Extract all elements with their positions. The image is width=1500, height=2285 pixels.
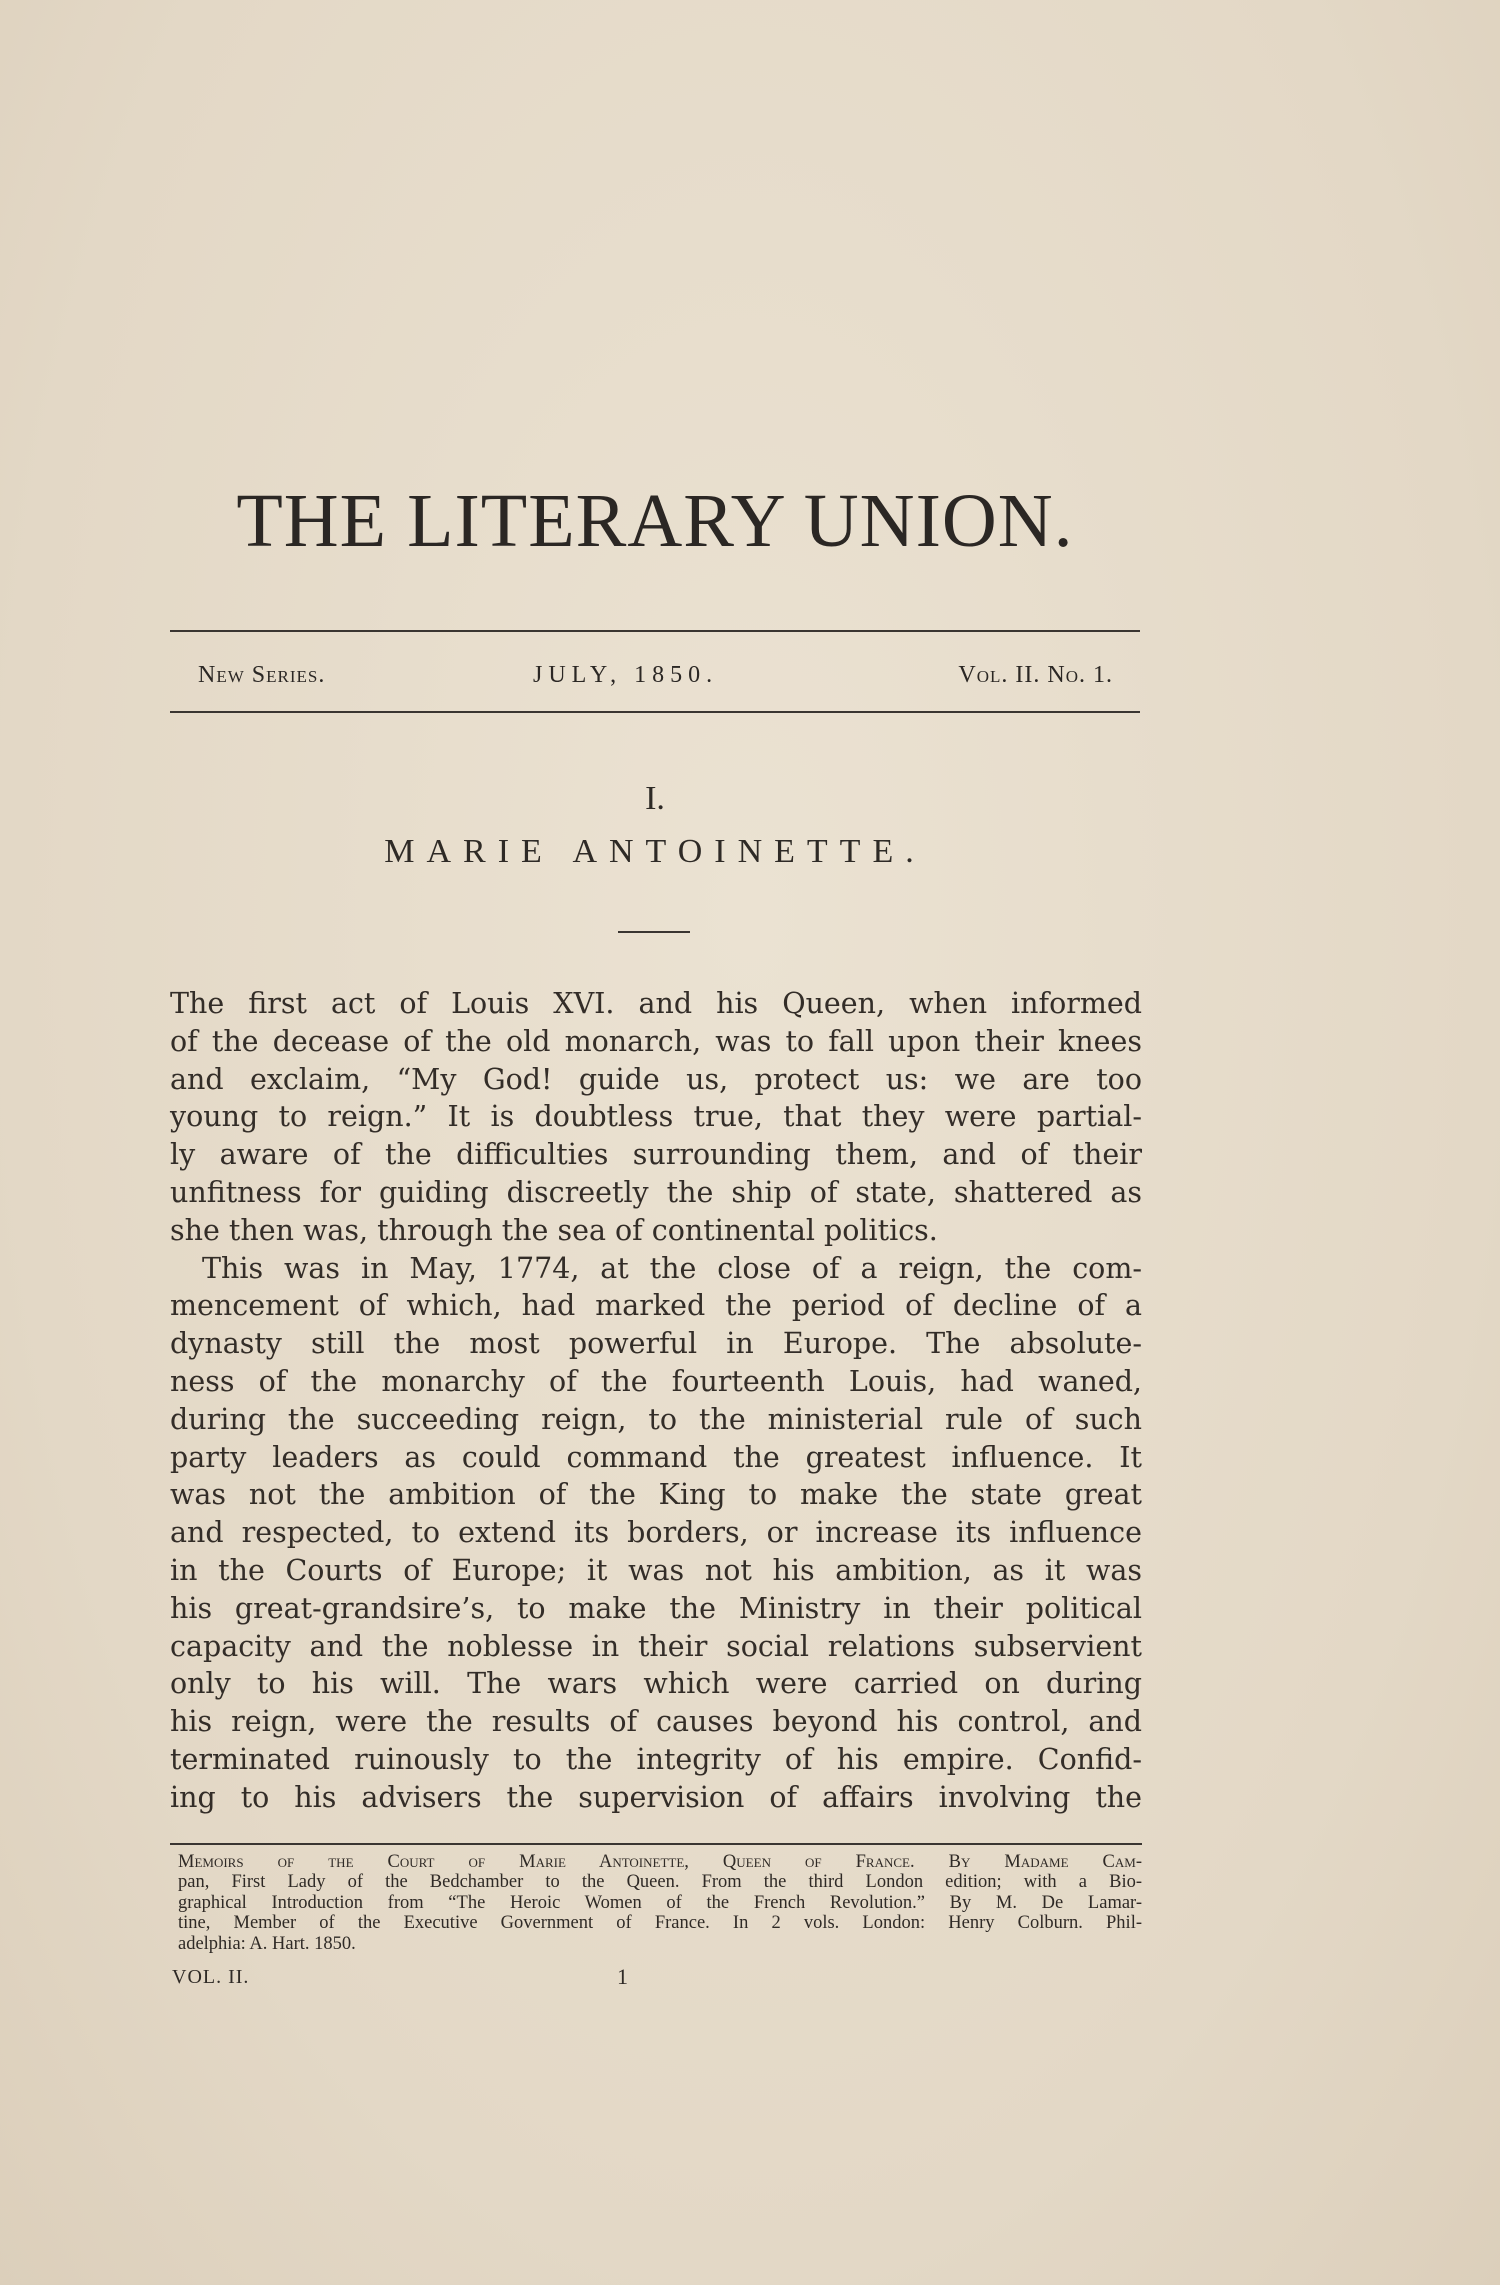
body-line: of the decease of the old monarch, was to fall upon their knees bbox=[170, 1024, 1142, 1058]
article-numeral: I. bbox=[645, 780, 665, 817]
footnote-line: graphical Introduction from “The Heroic Women of the French Revolution.” By M. De Lamar- bbox=[178, 1892, 1142, 1913]
body-line: terminated ruinously to the integrity of his empire. Confid- bbox=[170, 1742, 1142, 1776]
body-line: and exclaim, “My God! guide us, protect us: we are too bbox=[170, 1062, 1142, 1096]
footnote-line: pan, First Lady of the Bedchamber to the Queen. From the third London edition; with a Bio- bbox=[178, 1872, 1142, 1893]
title-divider bbox=[618, 931, 690, 933]
body-line: unfitness for guiding discreetly the ship of state, shattered as bbox=[170, 1175, 1142, 1209]
footnote-line: Memoirs of the Court of Marie Antoinette, Queen of France. By Madame Cam- bbox=[178, 1852, 1142, 1872]
issue-date: JULY, 1850. bbox=[533, 662, 719, 688]
body-line: was not the ambition of the King to make the state great bbox=[170, 1478, 1142, 1512]
body-line: ing to his advisers the supervision of affairs involving the bbox=[170, 1780, 1142, 1814]
body-line: his reign, were the results of causes beyond his control, and bbox=[170, 1705, 1142, 1739]
series-label: New Series. bbox=[198, 662, 326, 688]
body-line: and respected, to extend its borders, or increase its influence bbox=[170, 1516, 1142, 1550]
body-line: during the succeeding reign, to the ministerial rule of such bbox=[170, 1402, 1142, 1436]
page-number: 1 bbox=[617, 1964, 628, 1989]
journal-title: THE LITERARY UNION. bbox=[236, 479, 1074, 563]
body-line: ly aware of the difficulties surrounding them, and of their bbox=[170, 1138, 1142, 1172]
footnote-line: tine, Member of the Executive Government of France. In 2 vols. London: Henry Colburn. Phil- bbox=[178, 1913, 1142, 1934]
footnote-line: adelphia: A. Hart. 1850. bbox=[178, 1933, 356, 1954]
article-title: MARIE ANTOINETTE. bbox=[384, 833, 926, 870]
header-rule-bottom bbox=[170, 711, 1140, 713]
body-line: The first act of Louis XVI. and his Queen, when informed bbox=[170, 987, 1142, 1020]
body-line: his great-grandsire’s, to make the Ministry in their political bbox=[170, 1591, 1142, 1625]
body-line: mencement of which, had marked the period of decline of a bbox=[170, 1289, 1142, 1323]
body-line: This was in May, 1774, at the close of a reign, the com- bbox=[202, 1251, 1142, 1285]
body-line: young to reign.” It is doubtless true, that they were partial- bbox=[170, 1100, 1142, 1134]
header-rule-top bbox=[170, 630, 1140, 632]
body-line: in the Courts of Europe; it was not his ambition, as it was bbox=[170, 1553, 1142, 1587]
signature-mark: VOL. II. bbox=[172, 1966, 250, 1988]
volume-number: Vol. II. No. 1. bbox=[958, 662, 1113, 688]
body-line: ness of the monarchy of the fourteenth Louis, had waned, bbox=[170, 1364, 1142, 1398]
footnote-rule bbox=[170, 1843, 1142, 1845]
body-line: party leaders as could command the greatest influence. It bbox=[170, 1440, 1142, 1474]
body-line: dynasty still the most powerful in Europe. The absolute- bbox=[170, 1327, 1142, 1361]
body-line: she then was, through the sea of continental politics. bbox=[170, 1213, 938, 1247]
body-line: only to his will. The wars which were carried on during bbox=[170, 1667, 1142, 1701]
article-body bbox=[170, 985, 1142, 1817]
footnote bbox=[178, 1852, 1142, 1954]
body-line: capacity and the noblesse in their social relations subservient bbox=[170, 1629, 1142, 1663]
